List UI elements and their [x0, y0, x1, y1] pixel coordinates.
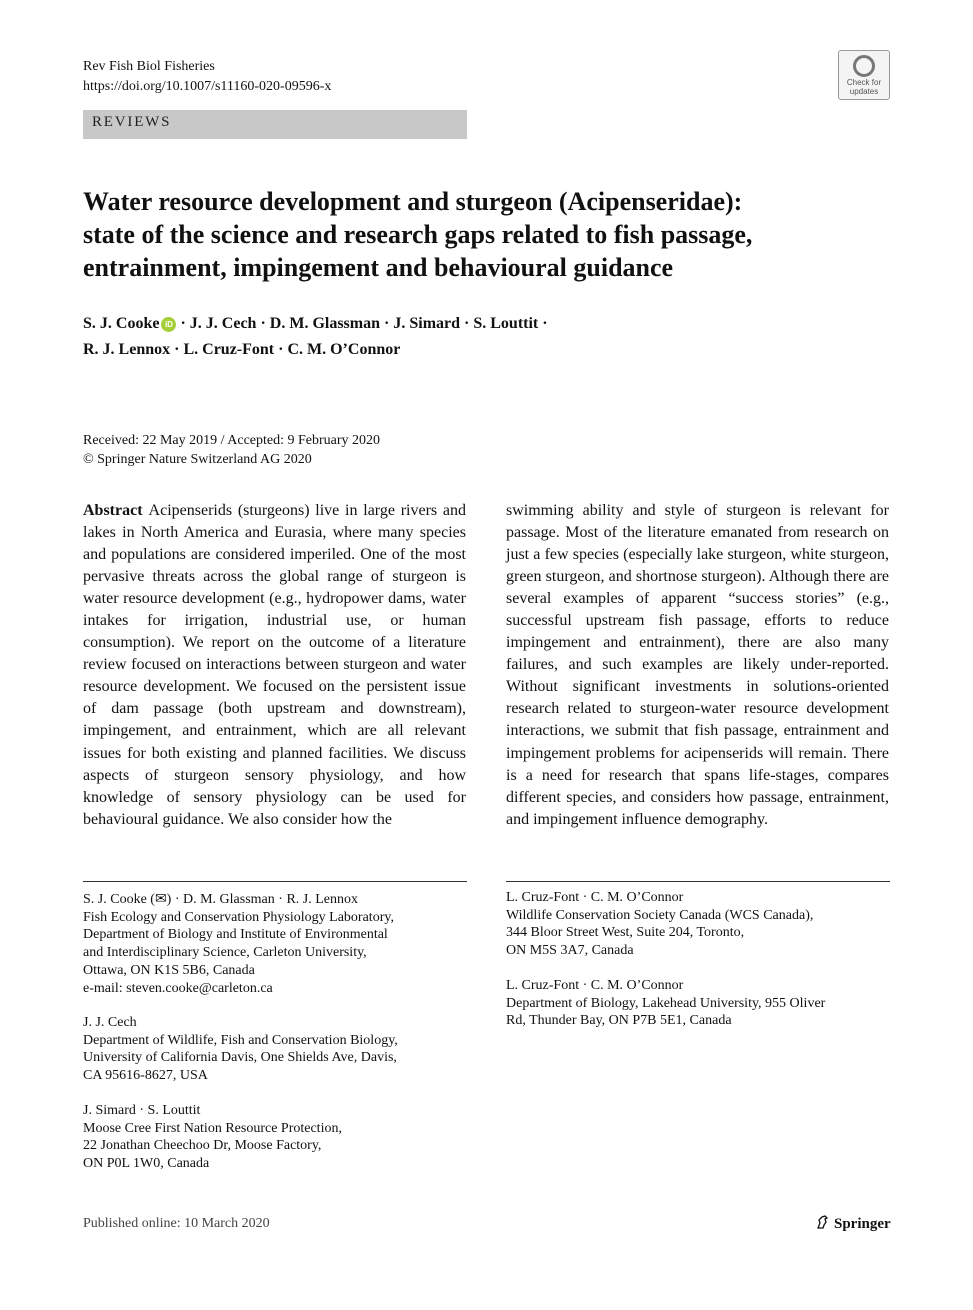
- aff-line: Ottawa, ON K1S 5B6, Canada: [83, 962, 255, 978]
- publisher-name: Springer: [834, 1216, 891, 1232]
- abstract-right-column: [506, 500, 889, 831]
- aff-line: L. Cruz-Font · C. M. O’Connor: [506, 890, 684, 905]
- author-list: [83, 311, 783, 363]
- aff-line: Department of Biology, Lakehead University, 955 Oliver: [506, 995, 826, 1011]
- aff-line: J. Simard · S. Louttit: [83, 1103, 201, 1118]
- journal-name: Rev Fish Biol Fisheries: [83, 59, 215, 74]
- published-online: Published online: 10 March 2020: [83, 1216, 270, 1231]
- received-accepted: Received: 22 May 2019 / Accepted: 9 February 2020: [83, 433, 381, 448]
- aff-line: Department of Biology and Institute of Environmental: [83, 927, 388, 943]
- article-dates: [83, 431, 380, 469]
- author-first: S. J. Cooke: [83, 315, 160, 332]
- title-line-1: Water resource development and sturgeon (Acipenseridae):: [83, 187, 743, 216]
- aff-line: 344 Bloor Street West, Suite 204, Toronto,: [506, 925, 745, 941]
- check-for-updates-badge[interactable]: [838, 50, 890, 100]
- affiliation-block: [83, 1014, 467, 1085]
- affiliation-block: [506, 977, 890, 1030]
- aff-line: S. J. Cooke (✉) · D. M. Glassman · R. J. Lennox: [83, 892, 358, 907]
- affiliation-block: [83, 891, 467, 997]
- section-label: REVIEWS: [92, 114, 172, 130]
- title-line-3: entrainment, impingement and behavioural guidance: [83, 253, 674, 282]
- aff-line: Wildlife Conservation Society Canada (WCS Canada),: [506, 907, 814, 923]
- aff-line: Moose Cree First Nation Resource Protection,: [83, 1120, 342, 1136]
- authors-line-2: R. J. Lennox · L. Cruz-Font · C. M. O’Connor: [83, 341, 401, 358]
- affiliation-block: [83, 1102, 467, 1173]
- aff-line: 22 Jonathan Cheechoo Dr, Moose Factory,: [83, 1138, 322, 1154]
- badge-line1: Check for: [846, 78, 882, 87]
- springer-horse-icon: [815, 1214, 831, 1230]
- affiliation-divider-left: [83, 881, 467, 882]
- aff-line: Rd, Thunder Bay, ON P7B 5E1, Canada: [506, 1013, 732, 1029]
- affiliation-block: [506, 889, 890, 960]
- check-for-updates-icon: [853, 55, 875, 77]
- abstract-text-right: swimming ability and style of sturgeon is relevant for passage. Most of the literature emanated from research on just a few species (especially lake sturgeon, white sturgeon, green sturgeon, and shortnose sturgeon). Although there are several examples of apparent “success stories” (e.g., successful upstream fish passage, efforts to reduce impingement and entrainment), there are also many failures, and such examples are likely under-reported. Without significant investments in solutions-oriented research related to sturgeon-water resource development interactions, we submit that fish passage, entrainment and impingement problems for acipenserids will remain. There is a need for research that spans life-stages, compares different species, and considers how passage, entrainment, and impingement influence demography.: [506, 502, 889, 828]
- aff-line: L. Cruz-Font · C. M. O’Connor: [506, 978, 684, 993]
- abstract-left-column: [83, 500, 466, 831]
- aff-line: ON P0L 1W0, Canada: [83, 1156, 210, 1172]
- aff-line: and Interdisciplinary Science, Carleton University,: [83, 945, 367, 961]
- authors-line-1: [83, 311, 783, 337]
- copyright: © Springer Nature Switzerland AG 2020: [83, 452, 312, 467]
- publisher-logo: [815, 1214, 891, 1233]
- aff-line: Department of Wildlife, Fish and Conservation Biology,: [83, 1032, 398, 1048]
- aff-line: CA 95616-8627, USA: [83, 1068, 208, 1084]
- title-line-2: state of the science and research gaps related to fish passage,: [83, 220, 753, 249]
- abstract-heading: Abstract: [83, 502, 143, 519]
- aff-line: J. J. Cech: [83, 1015, 137, 1030]
- affiliation-divider-right: [506, 881, 890, 882]
- abstract-text-left: Acipenserids (sturgeons) live in large rivers and lakes in North America and Eurasia, where many species and populations are considered imperiled. One of the most pervasive threats across the global range of sturgeon is water resource development (e.g., hydropower dams, water intakes for irrigation, industrial use, or human consumption). We report on the outcome of a literature review focused on interactions between sturgeon and water resource development. We focused on the persistent issue of dam passage (both upstream and downstream), impingement, and entrainment, which are all relevant issues for both existing and planned facilities. We discuss aspects of sturgeon sensory physiology, and how knowledge of sensory physiology can be used for behavioural guidance. We also consider how the: [83, 502, 466, 828]
- orcid-icon[interactable]: iD: [161, 317, 176, 332]
- aff-line: Fish Ecology and Conservation Physiology Laboratory,: [83, 909, 394, 925]
- aff-line: University of California Davis, One Shields Ave, Davis,: [83, 1050, 397, 1066]
- authors-line-1-rest: · J. J. Cech · D. M. Glassman · J. Simard · S. Louttit ·: [176, 315, 548, 332]
- author-email[interactable]: e-mail: steven.cooke@carleton.ca: [83, 980, 273, 996]
- article-title: [83, 185, 893, 284]
- doi-link[interactable]: https://doi.org/10.1007/s11160-020-09596-x: [83, 79, 332, 94]
- badge-line2: updates: [849, 87, 879, 96]
- aff-line: ON M5S 3A7, Canada: [506, 943, 634, 959]
